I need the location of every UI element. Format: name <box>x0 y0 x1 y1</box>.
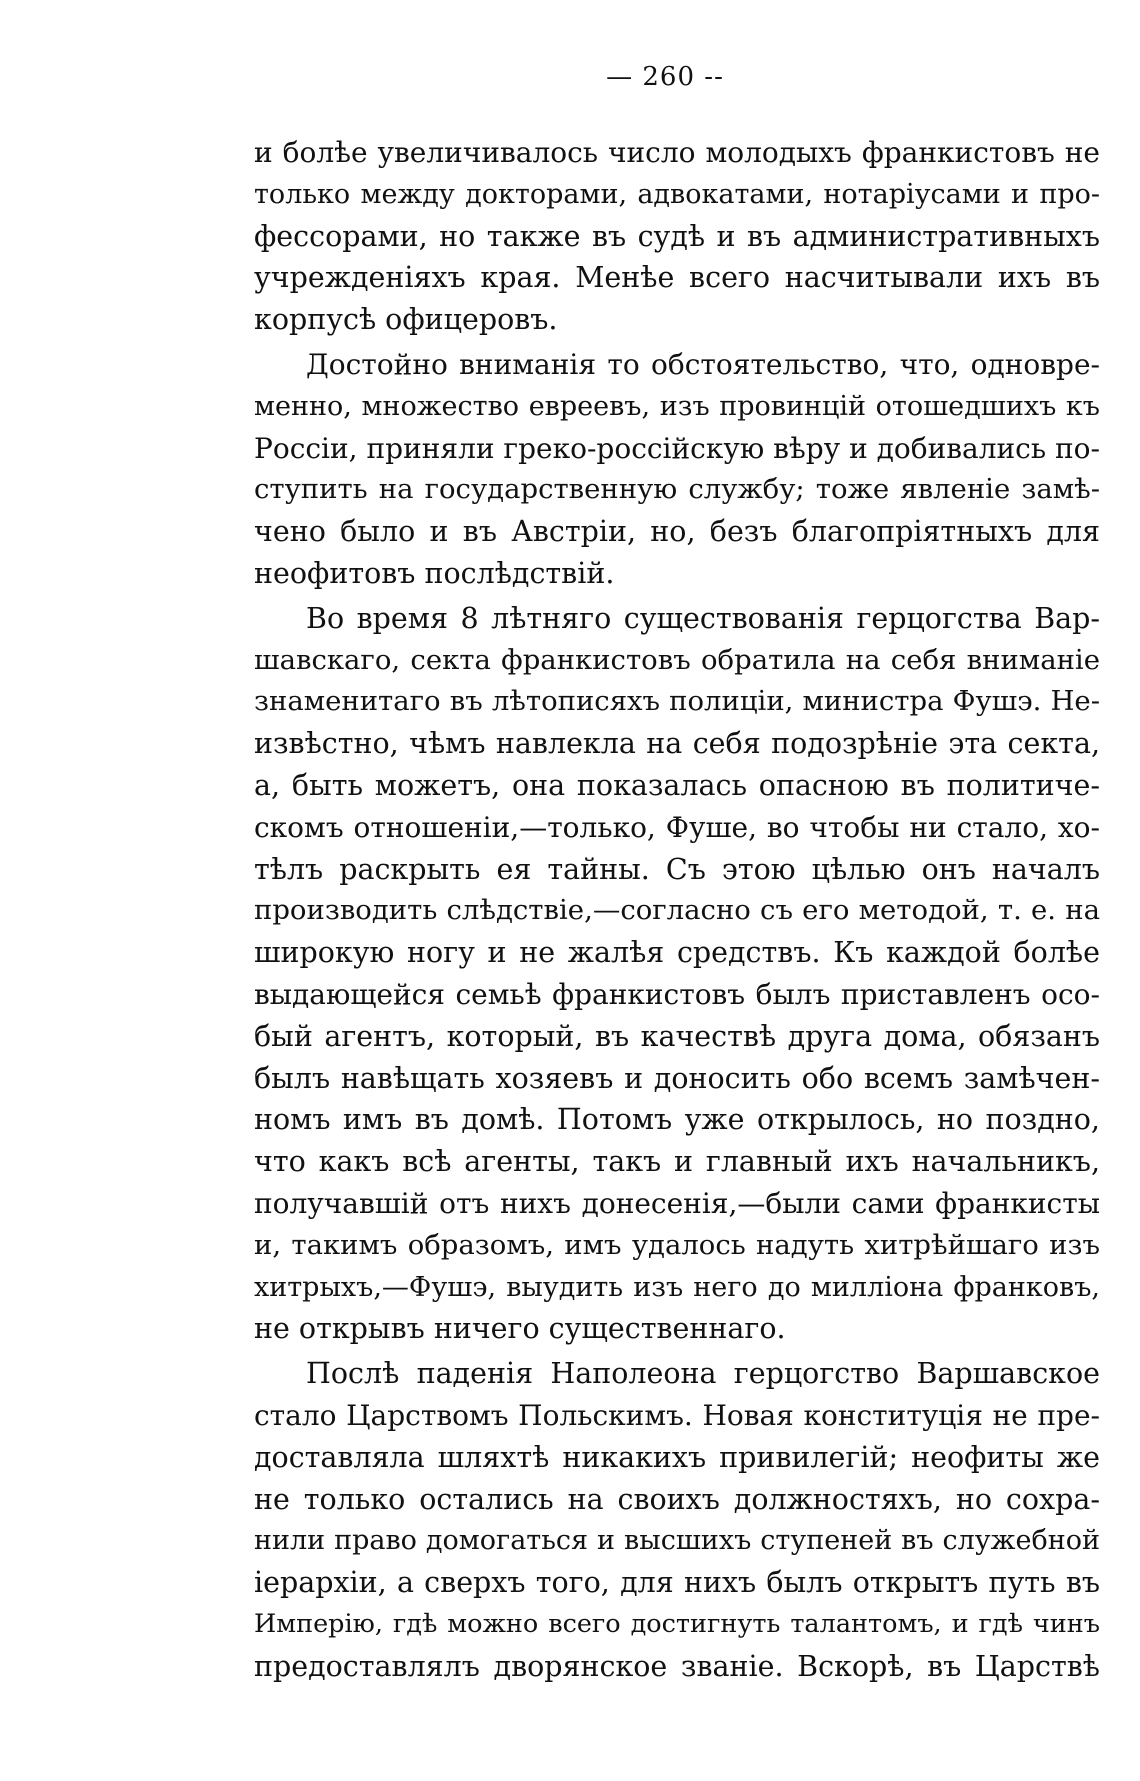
text-line: Во время 8 лѣтняго существованія герцогства Вар- <box>306 601 1100 635</box>
text-line: производить слѣдствіе,—согласно съ его методой, т. е. на <box>254 894 1100 927</box>
text-line: знаменитаго въ лѣтописяхъ полиціи, министра Фушэ. Не- <box>254 685 1100 718</box>
text-line: и, такимъ образомъ, имъ удалось надуть хитрѣйшаго изъ <box>254 1228 1100 1261</box>
text-line: корпусѣ офицеровъ. <box>254 303 558 337</box>
text-line: не открывъ ничего существеннаго. <box>254 1312 786 1346</box>
text-line: чено было и въ Австріи, но, безъ благопріятныхъ для <box>254 515 1100 549</box>
paragraph <box>254 344 1100 595</box>
text-line: нили право домогаться и высшихъ ступеней въ служебной <box>254 1525 1100 1557</box>
text-line: бый агентъ, который, въ качествѣ друга дома, обязанъ <box>254 1019 1100 1053</box>
text-line: номъ имъ въ домѣ. Потомъ уже открылось, но поздно, <box>254 1103 1100 1137</box>
text-line: только между докторами, адвокатами, нотаріусами и про- <box>254 178 1100 210</box>
page-number: — 260 -- <box>606 62 724 92</box>
text-line: скомъ отношеніи,—только, Фуше, во чтобы ни стало, хо- <box>254 810 1100 844</box>
text-line: былъ навѣщать хозяевъ и доносить обо всемъ замѣчен- <box>254 1061 1100 1095</box>
text-line: менно, множество евреевъ, изъ провинцій отошедшихъ къ <box>254 390 1100 422</box>
text-line: неофитовъ послѣдствій. <box>254 556 615 590</box>
text-line: Послѣ паденія Наполеона герцогство Варшавское <box>306 1357 1100 1391</box>
text-line: тѣлъ раскрыть ея тайны. Съ этою цѣлью онъ началъ <box>254 852 1100 886</box>
text-line: стало Царствомъ Польскимъ. Новая конституція не пре- <box>254 1398 1100 1432</box>
text-line: шавскаго, секта франкистовъ обратила на себя вниманіе <box>254 643 1100 676</box>
text-line: и болѣе увеличивалось число молодыхъ франкистовъ не <box>254 136 1100 169</box>
text-line: Имперію, гдѣ можно всего достигнуть талантомъ, и гдѣ чинъ <box>254 1608 1100 1639</box>
text-line: Достойно вниманія то обстоятельство, что, одновре- <box>306 347 1100 381</box>
paragraph <box>254 598 1100 1350</box>
text-line: предоставлялъ дворянское званіе. Вскорѣ, въ Царствѣ <box>254 1649 1100 1683</box>
text-line: широкую ногу и не жалѣя средствъ. Къ каждой болѣе <box>254 936 1100 970</box>
text-line: что какъ всѣ агенты, такъ и главный ихъ начальникъ, <box>254 1145 1100 1179</box>
paragraph <box>254 1353 1100 1687</box>
text-line: выдающейся семьѣ франкистовъ былъ приставленъ осо- <box>254 977 1100 1011</box>
text-line: іерархіи, а сверхъ того, для нихъ былъ открытъ путь въ <box>254 1566 1100 1600</box>
text-line: не только остались на своихъ должностяхъ, но сохра- <box>254 1482 1100 1516</box>
text-line: Россіи, приняли греко-россійскую вѣру и добивались по- <box>254 431 1100 465</box>
text-line: учрежденіяхъ края. Менѣе всего насчитывали ихъ въ <box>254 261 1100 295</box>
text-line: фессорами, но также въ судѣ и въ административныхъ <box>254 219 1100 253</box>
paragraph <box>254 132 1100 341</box>
text-line: ступить на государственную службу; тоже явленіе замѣ- <box>254 473 1100 506</box>
text-line: хитрыхъ,—Фушэ, выудить изъ него до милліона франковъ, <box>254 1271 1100 1303</box>
text-line: а, быть можетъ, она показалась опасною въ политиче- <box>254 768 1100 802</box>
body-text <box>254 132 1100 1687</box>
text-line: извѣстно, чѣмъ навлекла на себя подозрѣніе эта секта, <box>254 727 1100 761</box>
text-line: доставляла шляхтѣ никакихъ привилегій; неофиты же <box>254 1440 1100 1474</box>
text-line: получавшій отъ нихъ донесенія,—были сами франкисты <box>254 1186 1100 1220</box>
